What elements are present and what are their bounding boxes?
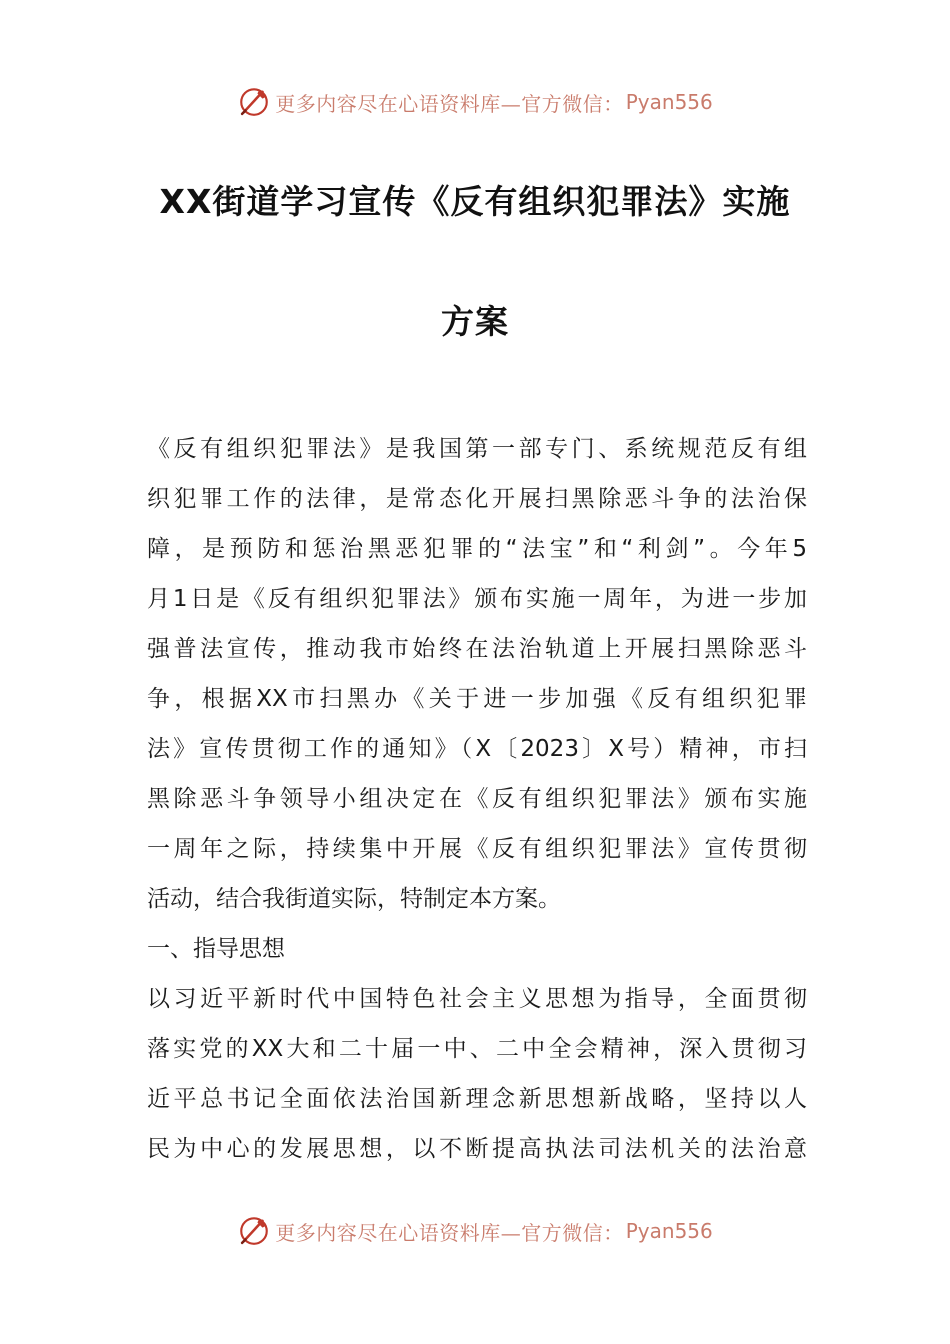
body-line: 织犯罪工作的法律，是常态化开展扫黑除恶斗争的法治保 (147, 486, 807, 512)
pen-logo-icon (237, 85, 271, 119)
body-line: 障，是预防和惩治黑恶犯罪的“法宝”和“利剑”。今年5 (147, 536, 807, 562)
watermark-header (0, 82, 950, 122)
watermark-wechat-id: Pyan556 (625, 90, 713, 114)
body-line: 以习近平新时代中国特色社会主义思想为指导，全面贯彻 (147, 986, 807, 1012)
watermark-footer (0, 1211, 950, 1251)
body-line: 月1日是《反有组织犯罪法》颁布实施一周年，为进一步加 (147, 586, 807, 612)
document-title-line2: 方案 (441, 302, 509, 341)
body-line: 活动，结合我街道实际，特制定本方案。 (147, 886, 561, 912)
body-line: 法》宣传贯彻工作的通知》（X〔2023〕X号）精神，市扫 (147, 736, 807, 762)
body-line: 黑除恶斗争领导小组决定在《反有组织犯罪法》颁布实施 (147, 786, 807, 812)
document-title-line1: XX街道学习宣传《反有组织犯罪法》实施 (159, 182, 791, 221)
pen-logo-icon (237, 1214, 271, 1248)
body-line: 近平总书记全面依法治国新理念新思想新战略，坚持以人 (147, 1086, 807, 1112)
body-line: 一周年之际，持续集中开展《反有组织犯罪法》宣传贯彻 (147, 836, 807, 862)
watermark-text: 更多内容尽在心语资料库—官方微信： (275, 91, 624, 116)
watermark-text: 更多内容尽在心语资料库—官方微信： (275, 1220, 624, 1245)
body-line: 强普法宣传，推动我市始终在法治轨道上开展扫黑除恶斗 (147, 636, 807, 662)
body-line: 《反有组织犯罪法》是我国第一部专门、系统规范反有组 (147, 436, 807, 462)
watermark-wechat-id: Pyan556 (625, 1219, 713, 1243)
section-heading: 一、指导思想 (147, 936, 285, 962)
body-line: 落实党的XX大和二十届一中、二中全会精神，深入贯彻习 (147, 1036, 807, 1062)
body-line: 争，根据XX市扫黑办《关于进一步加强《反有组织犯罪 (147, 686, 807, 712)
body-line: 民为中心的发展思想，以不断提高执法司法机关的法治意 (147, 1136, 807, 1162)
